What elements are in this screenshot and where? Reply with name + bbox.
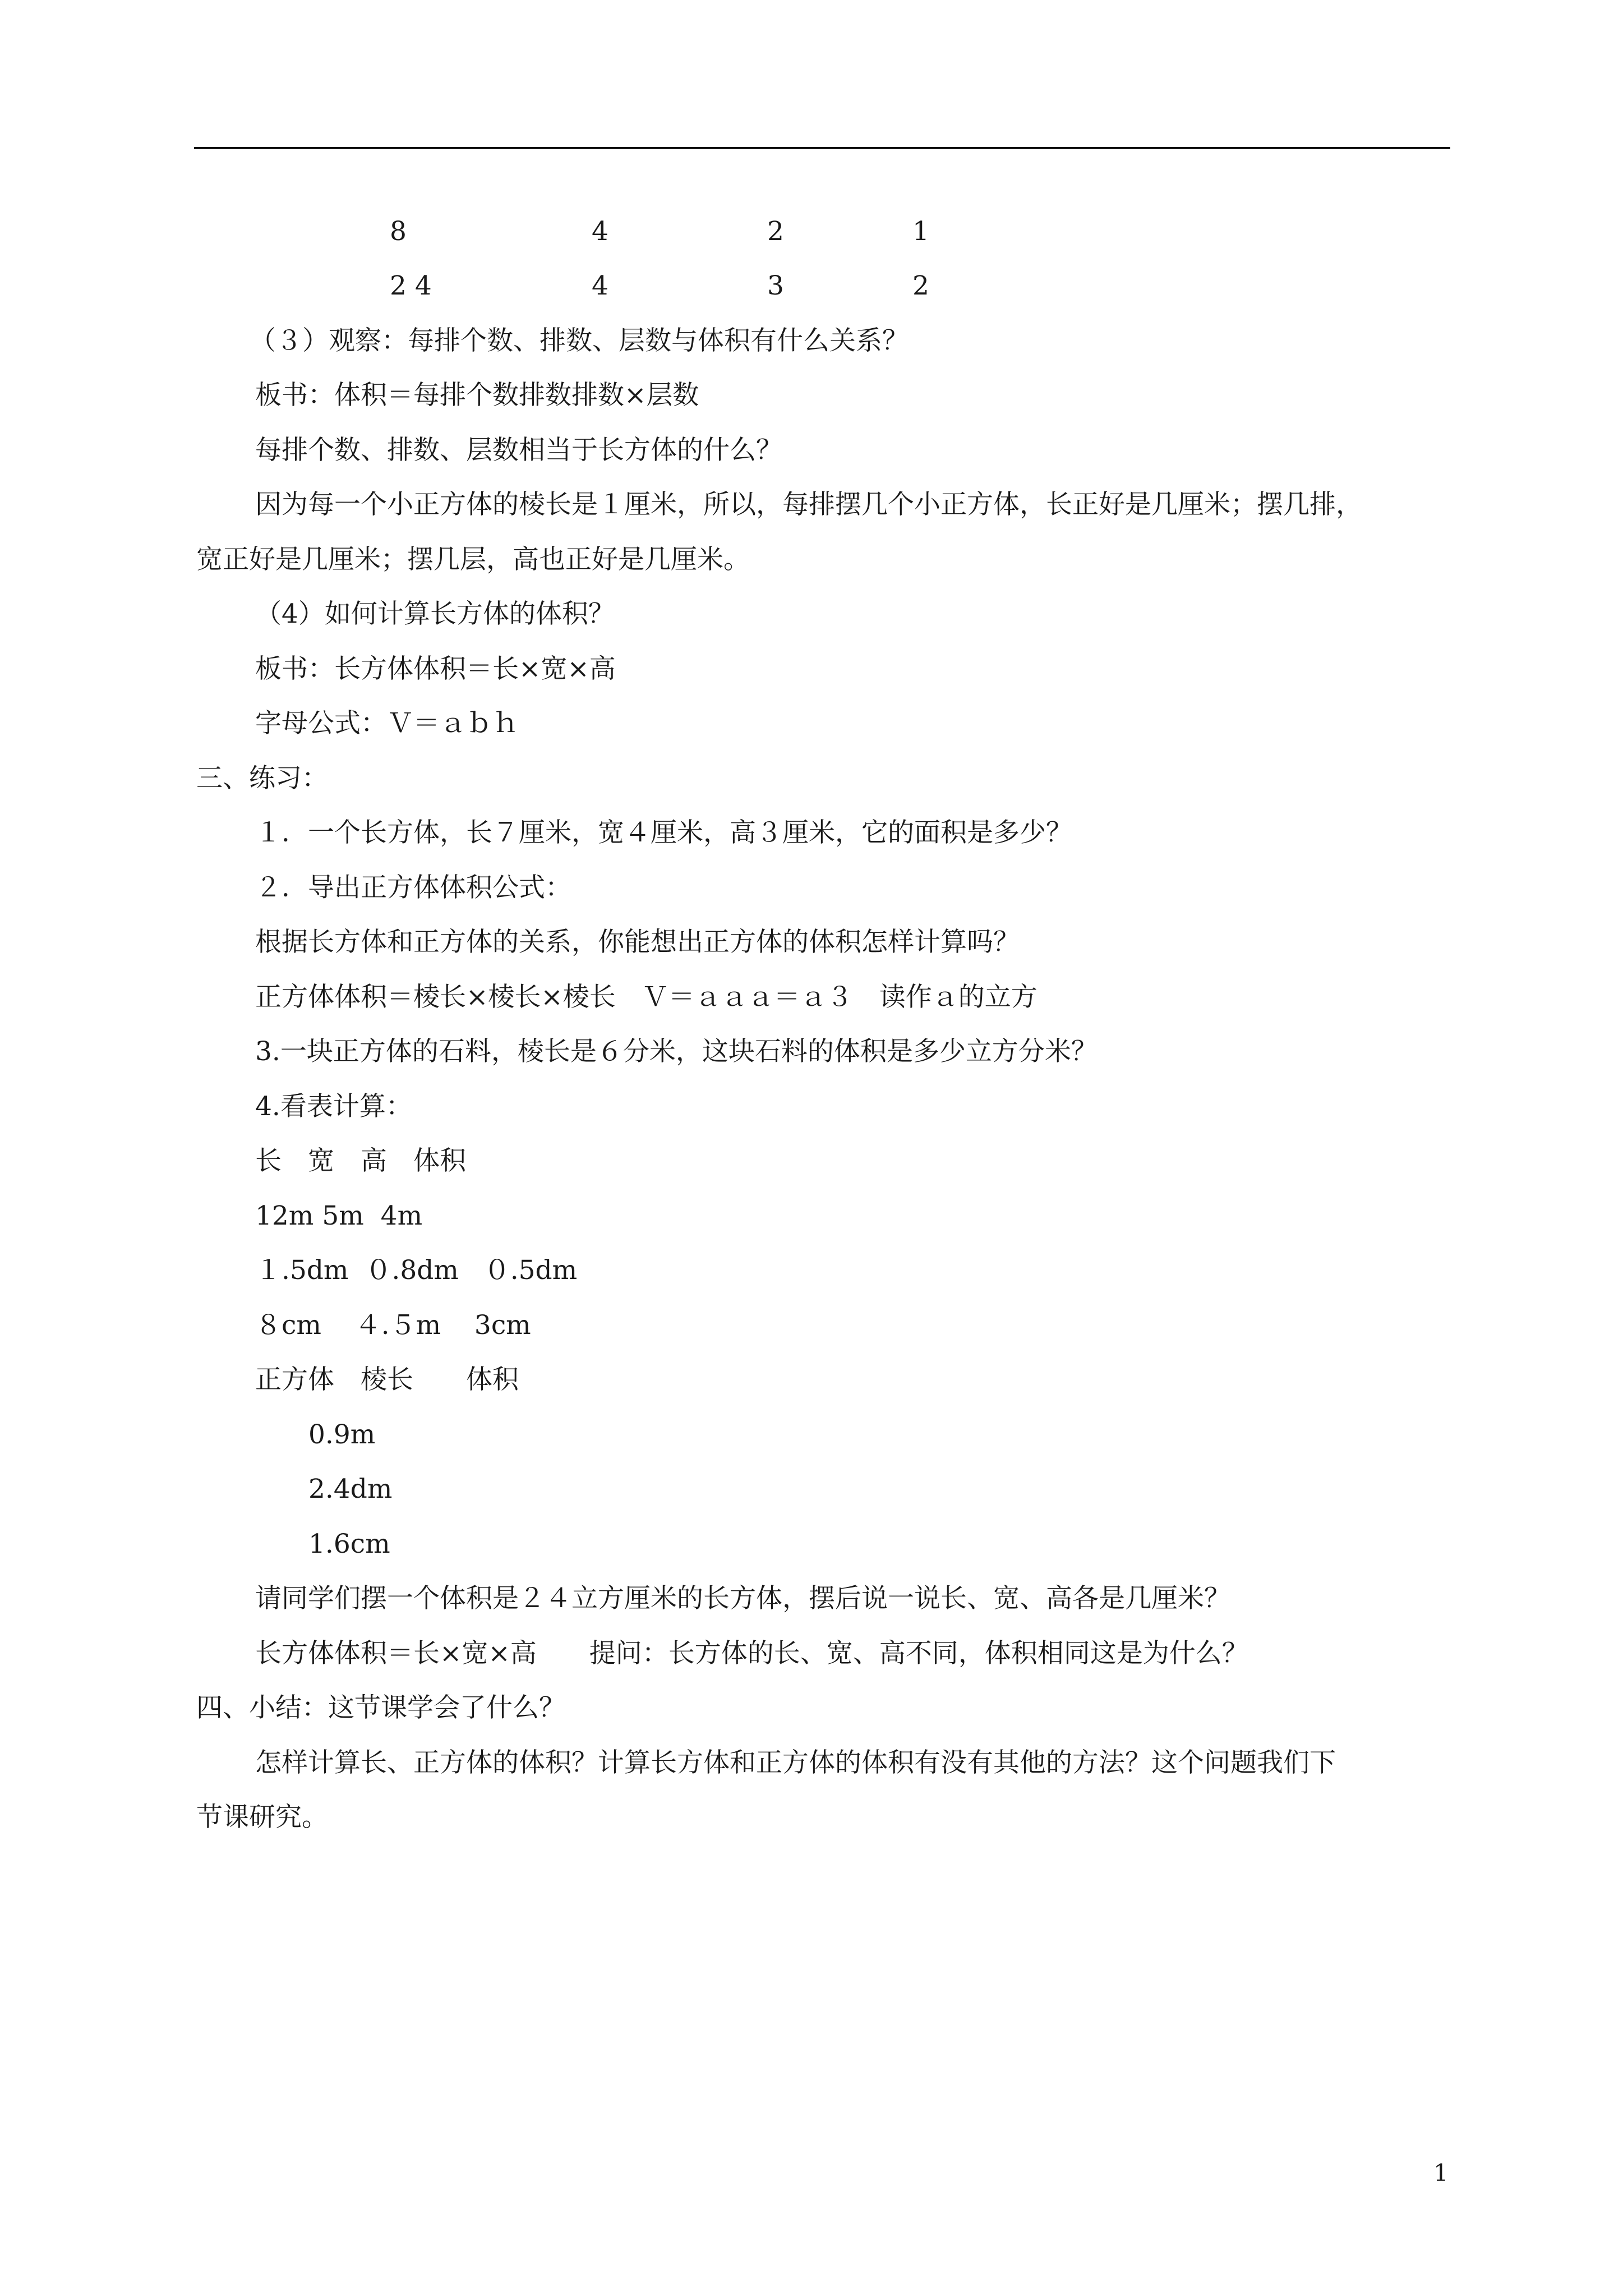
number-cell: 3	[767, 270, 784, 301]
table-row: 1.6cm	[308, 1529, 390, 1559]
number-cell: 2 4	[390, 270, 432, 301]
text-line: 板书：体积＝每排个数排数排数×层数	[255, 380, 699, 411]
header-rule	[194, 147, 1450, 149]
text-line: 字母公式：Ｖ＝ａｂｈ	[255, 708, 519, 739]
table-row: 12m 5m 4m	[255, 1200, 423, 1231]
table-row: １.5dm ０.8dm ０.5dm	[255, 1255, 578, 1286]
text-line: （３）观察：每排个数、排数、层数与体积有什么关系？	[250, 325, 909, 356]
number-cell: 4	[592, 270, 608, 301]
number-cell: 8	[390, 216, 407, 247]
number-cell: 2	[912, 270, 929, 301]
table-row: 0.9m	[308, 1419, 376, 1450]
text-line: （4）如何计算长方体的体积？	[255, 599, 615, 629]
text-line: １．一个长方体，长７厘米，宽４厘米，高３厘米，它的面积是多少？	[255, 817, 1072, 848]
text-line: 每排个数、排数、层数相当于长方体的什么？	[255, 435, 782, 466]
table-header: 正方体 棱长 体积	[255, 1364, 519, 1395]
text-line: 节课研究。	[196, 1802, 328, 1833]
number-cell: 1	[912, 216, 929, 247]
number-cell: 2	[767, 216, 784, 247]
table-row: ８cm ４.５m 3cm	[255, 1310, 531, 1341]
text-line: 正方体体积＝棱长×棱长×棱长 Ｖ＝ａａａ＝ａ３ 读作ａ的立方	[255, 982, 1038, 1013]
text-line: 4.看表计算：	[255, 1091, 412, 1122]
text-line: 3.一块正方体的石料，棱长是６分米，这块石料的体积是多少立方分米？	[255, 1036, 1098, 1067]
text-line: 请同学们摆一个体积是２４立方厘米的长方体，摆后说一说长、宽、高各是几厘米？	[255, 1583, 1230, 1614]
page-number: 1	[1433, 2159, 1449, 2187]
text-line: 宽正好是几厘米；摆几层，高也正好是几厘米。	[196, 544, 750, 575]
text-line: 根据长方体和正方体的关系，你能想出正方体的体积怎样计算吗？	[255, 927, 1020, 958]
table-header: 长 宽 高 体积	[255, 1145, 466, 1176]
section-heading: 三、练习：	[196, 763, 328, 794]
text-line: ２．导出正方体体积公式：	[255, 872, 571, 903]
table-row: 2.4dm	[308, 1474, 393, 1504]
section-heading: 四、小结：这节课学会了什么？	[196, 1692, 565, 1723]
text-line: 因为每一个小正方体的棱长是１厘米，所以，每排摆几个小正方体，长正好是几厘米；摆几排，	[255, 489, 1362, 520]
text-line: 板书：长方体体积＝长×宽×高	[255, 654, 616, 684]
text-line: 长方体体积＝长×宽×高 提问：长方体的长、宽、高不同，体积相同这是为什么？	[255, 1638, 1248, 1669]
number-cell: 4	[592, 216, 608, 247]
text-line: 怎样计算长、正方体的体积？计算长方体和正方体的体积有没有其他的方法？这个问题我们下	[255, 1747, 1336, 1778]
